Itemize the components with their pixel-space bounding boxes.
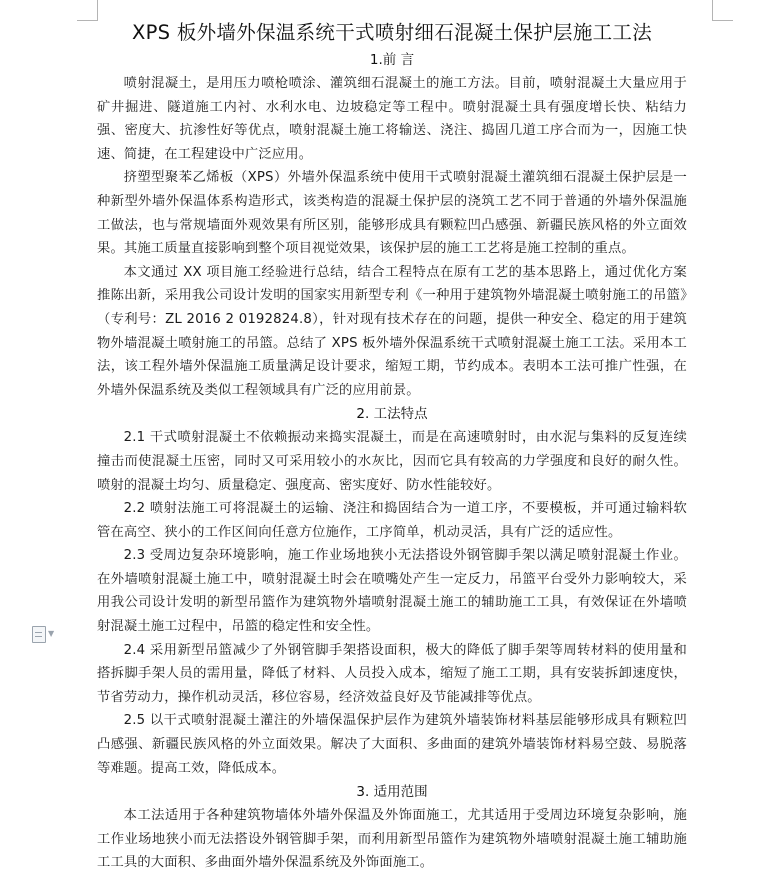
paragraph: 本文通过 XX 项目施工经验进行总结，结合工程特点在原有工艺的基本思路上，通过优化方案推陈出新，采用我公司设计发明的国家实用新型专利《一种用于建筑物外墙混凝土喷射施工的吊篮》（专利号：ZL 2016 2 0192824.8），针对现有技术存在的问题，提供一种安全、稳定的用于建筑物外墙混凝土喷射施工的吊篮。总结了 XPS 板外墙外保温系统干式喷射混凝土施工工法。采用本工法，该工程外墙外保温施工质量满足设计要求，缩短工期，节约成本。表明本工法可推广性强，在外墙外保温系统及类似工程领域具有广泛的应用前景。 [97, 264, 687, 398]
section-heading-features: 2. 工法特点 [356, 406, 428, 423]
paragraph: 2.4 采用新型吊篮减少了外钢管脚手架搭设面积，极大的降低了脚手架等周转材料的使用量和搭拆脚手架人员的需用量，降低了材料、人员投入成本，缩短了施工工期，具有安装拆卸速度快，节省劳动力，操作机动灵活，移位容易，经济效益良好及节能减排等优点。 [97, 642, 687, 705]
paragraph: 本工法适用于各种建筑物墙体外墙外保温及外饰面施工，尤其适用于受周边环境复杂影响，施工作业场地狭小而无法搭设外钢管脚手架，而利用新型吊篮作为建筑物外墙喷射混凝土施工辅助施工工具的大面积、多曲面外墙外保温系统及外饰面施工。 [97, 808, 687, 871]
paragraph: 2.2 喷射法施工可将混凝土的运输、浇注和捣固结合为一道工序，不要模板，并可通过输料软管在高空、狭小的工作区间向任意方位施作，工序简单，机动灵活，具有广泛的适应性。 [97, 501, 687, 540]
paragraph: 2.1 干式喷射混凝土不依赖振动来捣实混凝土，而是在高速喷射时，由水泥与集料的反复连续撞击而使混凝土压密，同时又可采用较小的水灰比，因而它具有较高的力学强度和良好的耐久性。喷射的混凝土均匀、质量稳定、强度高、密实度好、防水性能较好。 [97, 430, 687, 493]
section-heading-scope: 3. 适用范围 [356, 784, 428, 801]
paragraph: 挤塑型聚苯乙烯板（XPS）外墙外保温系统中使用干式喷射混凝土灌筑细石混凝土保护层是一种新型外墙外保温体系构造形式，该类构造的混凝土保护层的浇筑工艺不同于普通的外墙外保温施工做法，也与常规墙面外观效果有所区别，能够形成具有颗粒凹凸感强、新疆民族风格的外立面效果。其施工质量直接影响到整个项目视觉效果，该保护层的施工工艺将是施工控制的重点。 [97, 170, 687, 257]
paragraph: 2.3 受周边复杂环境影响，施工作业场地狭小无法搭设外钢管脚手架以满足喷射混凝土作业。在外墙喷射混凝土施工中，喷射混凝土时会在喷嘴处产生一定反力，吊篮平台受外力影响较大，采用我公司设计发明的新型吊篮作为建筑物外墙喷射混凝土施工的辅助施工工具，有效保证在外墙喷射混凝土施工过程中，吊篮的稳定性和安全性。 [97, 548, 687, 635]
chevron-down-icon: ▼ [48, 629, 55, 638]
paragraph: 喷射混凝土，是用压力喷枪喷涂、灌筑细石混凝土的施工方法。目前，喷射混凝土大量应用于矿井掘进、隧道施工内衬、水利水电、边坡稳定等工程中。喷射混凝土具有强度增长快、粘结力强、密度大、抗渗性好等优点，喷射混凝土施工将输送、浇注、捣固几道工序合而为一，因施工快速、简捷，在工程建设中广泛应用。 [97, 76, 687, 162]
document-title: XPS 板外墙外保温系统干式喷射细石混凝土保护层施工工法 [131, 21, 653, 44]
page-corner-mark-top-left [77, 0, 98, 21]
section-heading-intro: 1.前 言 [369, 52, 415, 68]
document-icon [32, 626, 46, 643]
paragraph: 2.5 以干式喷射混凝土灌注的外墙保温保护层作为建筑外墙装饰材料基层能够形成具有颗粒凹凸感强、新疆民族风格的外立面效果。解决了大面积、多曲面的建筑外墙装饰材料易空鼓、易脱落等难题。提高工效，降低成本。 [97, 713, 687, 776]
document-page [97, 18, 687, 875]
document-margin-icon[interactable] [32, 626, 62, 644]
page-corner-mark-top-right [712, 0, 733, 21]
